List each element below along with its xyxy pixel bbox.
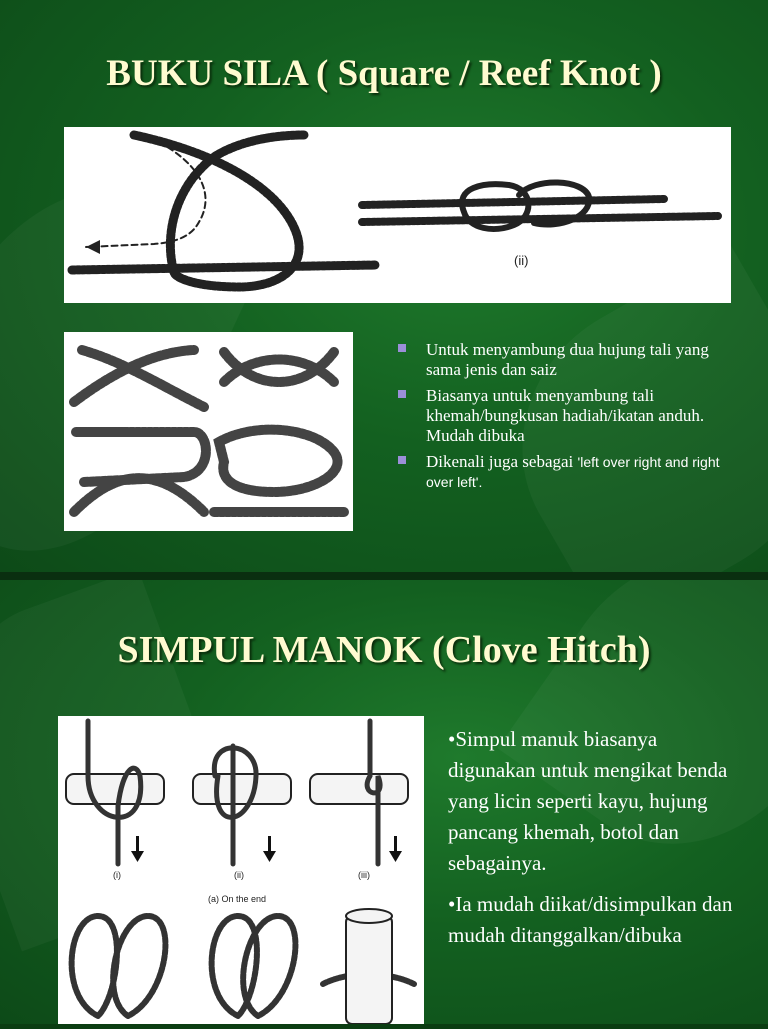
step-label: (i)	[113, 870, 121, 880]
paragraph: •Ia mudah diikat/disimpulkan dan mudah ditanggalkan/dibuka	[448, 892, 733, 947]
slide-title: SIMPUL MANOK (Clove Hitch)	[117, 629, 651, 671]
step-label: (ii)	[234, 870, 244, 880]
reef-knot-steps-illustration	[64, 332, 353, 531]
clove-hitch-illustration	[58, 716, 424, 1024]
figure-label: (ii)	[514, 253, 529, 268]
slide-title: BUKU SILA ( Square / Reef Knot )	[106, 53, 662, 94]
bullet-item: Dikenali juga sebagai 'left over right and right over left'.	[398, 452, 738, 492]
slide-separator	[0, 572, 768, 580]
bullet-item: Untuk menyambung dua hujung tali yang sama jenis dan saiz	[398, 340, 738, 380]
paragraph: •Simpul manuk biasanya digunakan untuk mengikat benda yang licin seperti kayu, hujung pancang khemah, botol dan sebagainya.	[448, 727, 728, 875]
figure-caption: (a) On the end	[208, 894, 267, 904]
step-label: (iii)	[358, 870, 370, 880]
clove-hitch-text	[448, 724, 748, 961]
bullet-square-icon	[398, 390, 406, 398]
reef-knot-illustration	[64, 127, 731, 303]
bullet-square-icon	[398, 344, 406, 352]
bullet-item: Biasanya untuk menyambung tali khemah/bungkusan hadiah/ikatan anduh. Mudah dibuka	[398, 386, 738, 446]
bullet-square-icon	[398, 456, 406, 464]
square-knot-bullet-list	[398, 340, 738, 498]
